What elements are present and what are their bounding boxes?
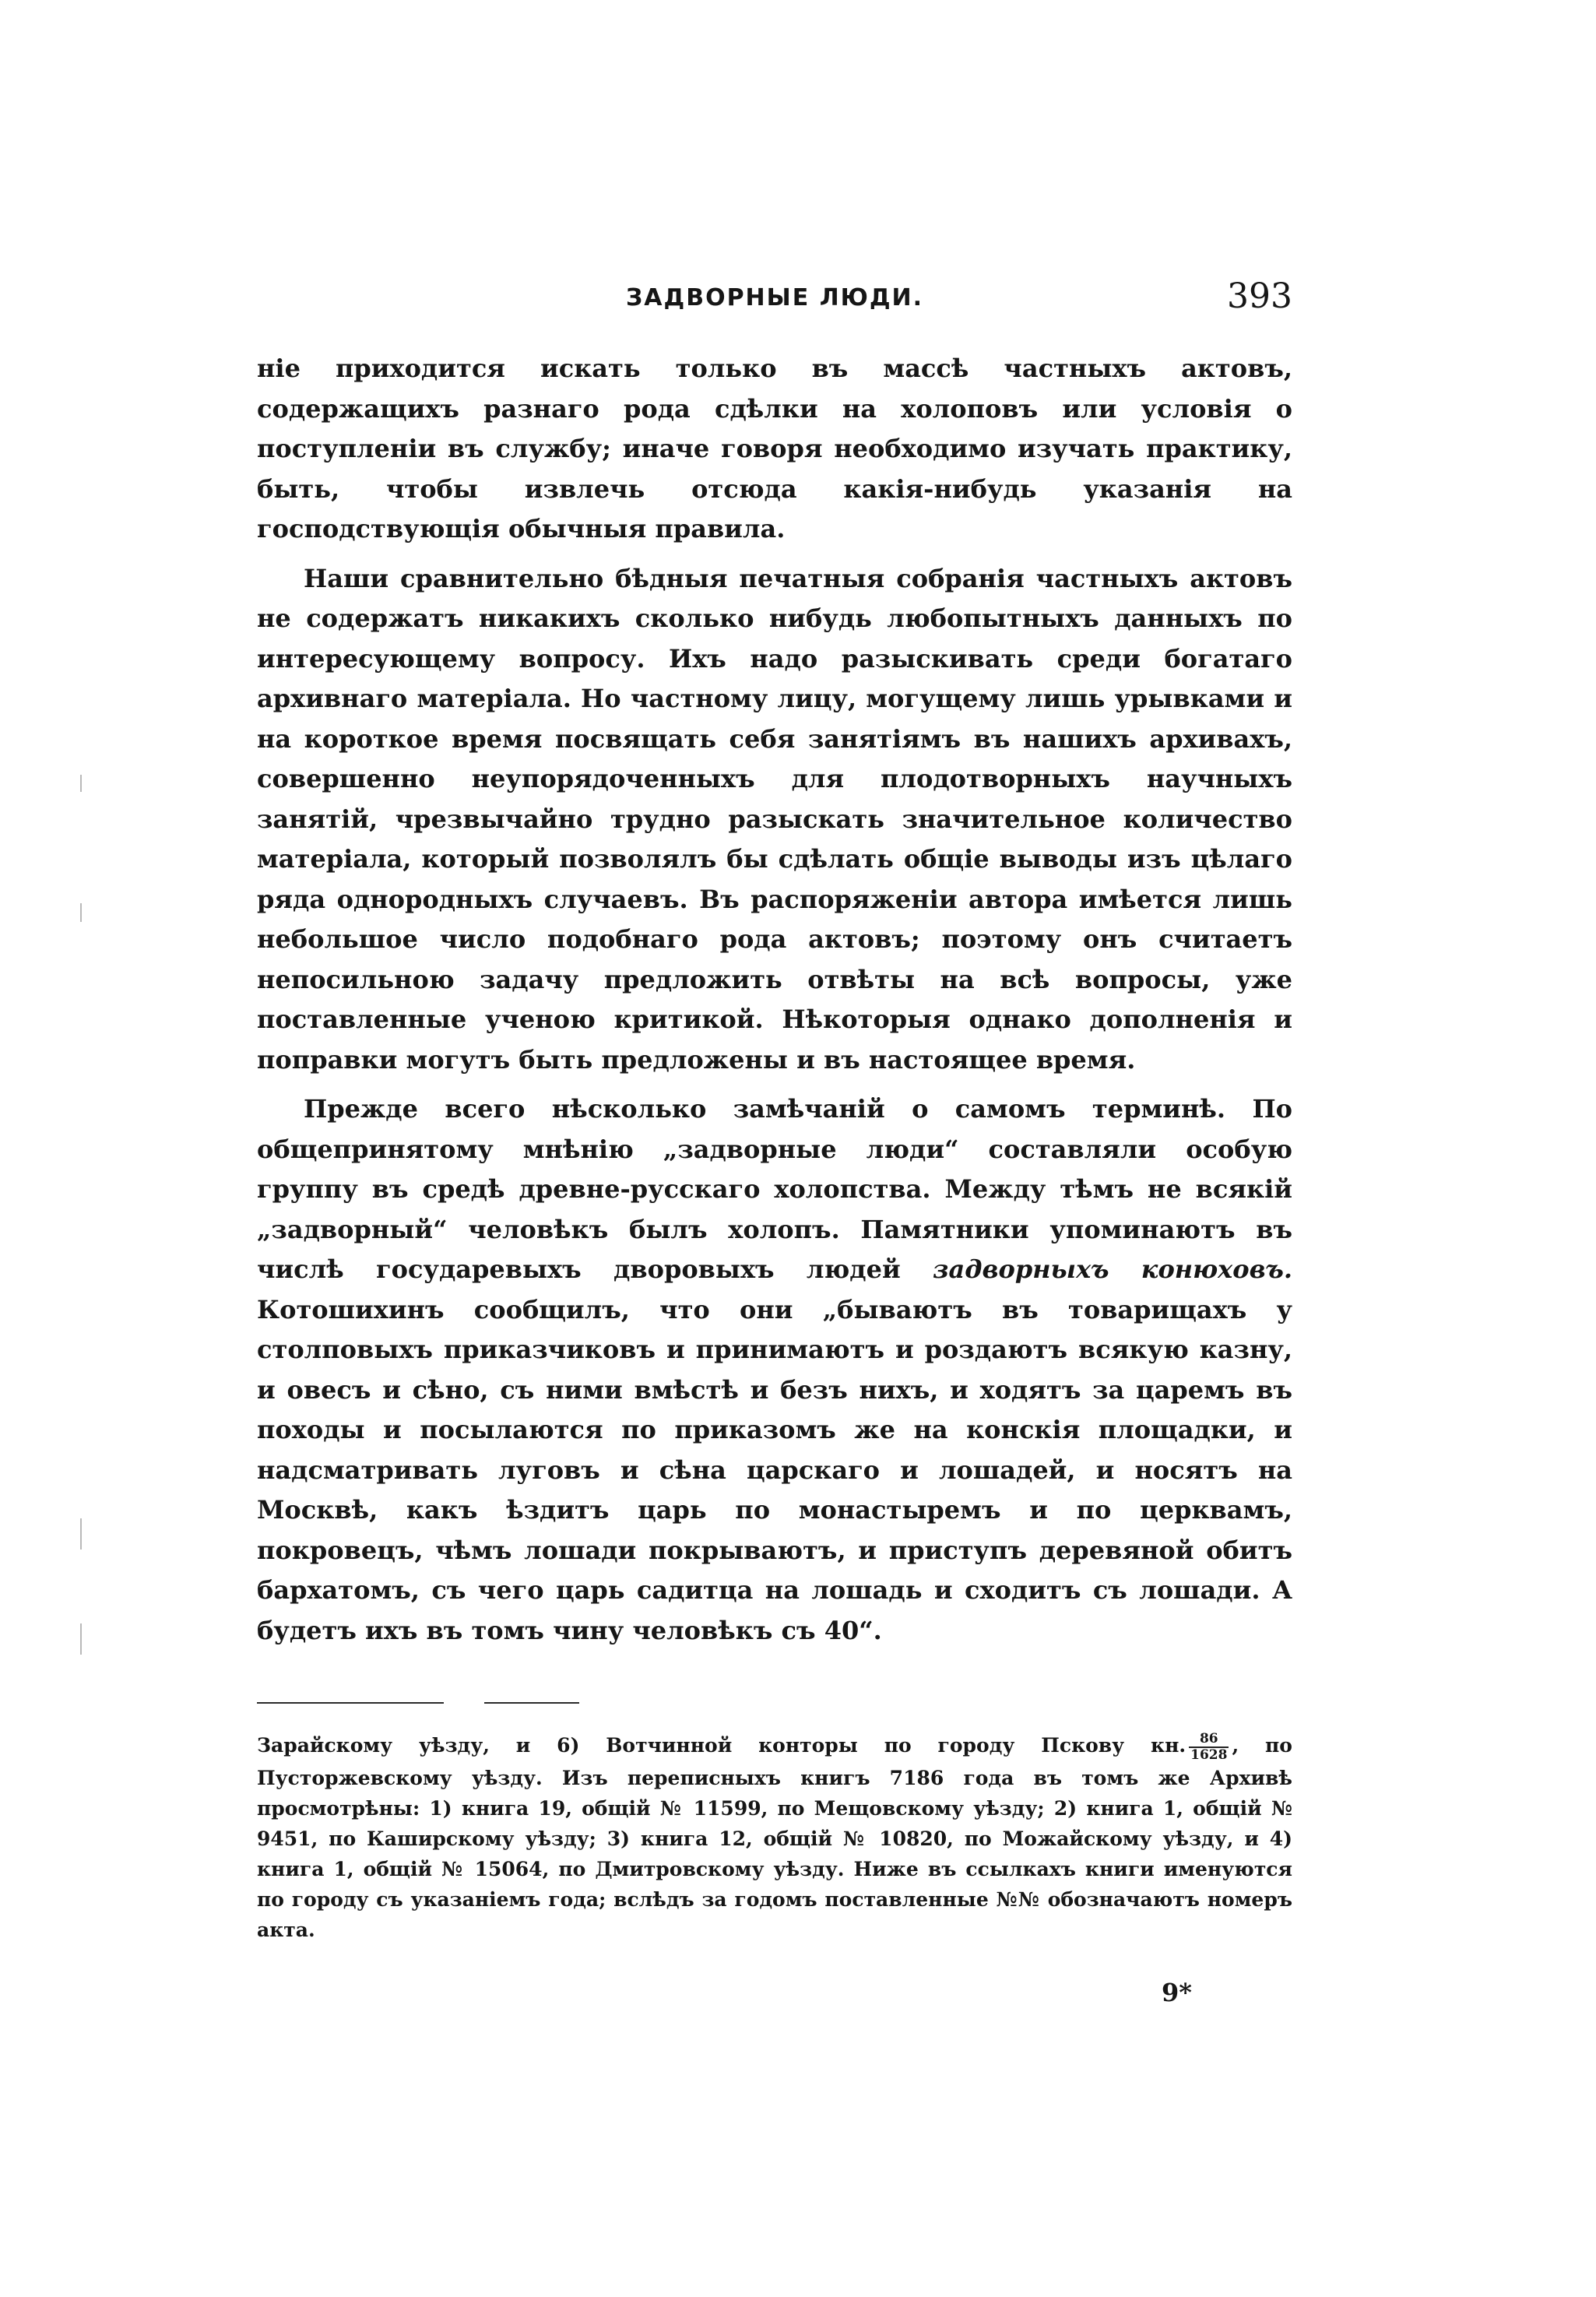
page-header xyxy=(257,276,1292,323)
main-text xyxy=(257,349,1292,1651)
paragraph-3-start: Прежде всего нѣсколько замѣчаній о самомъ терминѣ. По общепринятому мнѣнію „задворные люди“ составляли особую группу въ средѣ древне-русскаго холопства. Между тѣмъ не всякій „задворный“ человѣкъ былъ холопъ. Памятники упоминаютъ въ числѣ государевыхъ дворовыхъ людей xyxy=(257,1094,1292,1284)
footnote-text xyxy=(257,1730,1292,1945)
paragraph-1: ніе приходится искать только въ массѣ частныхъ актовъ, содержащихъ разнаго рода сдѣлки на холоповъ или условія о поступленіи въ службу; иначе говоря необходимо изучать практику, быть, чтобы извлечь отсюда какія-нибудь указанія на господствующія обычныя правила. xyxy=(257,354,1292,543)
running-title: ЗАДВОРНЫЕ ЛЮДИ. xyxy=(625,284,924,311)
archive-fraction xyxy=(1189,1732,1229,1763)
page-number: 393 xyxy=(1227,276,1292,316)
footnote-start: Зарайскому уѣзду, и 6) Вотчинной конторы по городу Пскову кн. xyxy=(257,1734,1186,1757)
margin-mark xyxy=(80,775,82,792)
footnote-separator-left xyxy=(257,1702,444,1704)
footnote xyxy=(257,1730,1292,1945)
margin-mark xyxy=(80,903,82,922)
fraction-numerator: 86 xyxy=(1189,1732,1229,1748)
signature-mark: 9* xyxy=(1162,1978,1192,2007)
margin-mark xyxy=(80,1623,82,1655)
italic-term: задворныхъ конюховъ. xyxy=(933,1254,1293,1284)
fraction-denominator: 1628 xyxy=(1190,1746,1228,1763)
paragraph-3-end: Котошихинъ сообщилъ, что они „бываютъ въ товарищахъ у столповыхъ приказчиковъ и принимаютъ и роздаютъ всякую казну, и овесъ и сѣно, съ ними вмѣстѣ и безъ нихъ, и ходятъ за царемъ въ походы и посылаются по приказомъ же на конскія площадки, и надсматривать луговъ и сѣна царскаго и лошадей, и носятъ на Москвѣ, какъ ѣздитъ царь по монастыремъ и по церквамъ, покровецъ, чѣмъ лошади покрываютъ, и приступъ деревяной обитъ бархатомъ, съ чего царь садитца на лошадь и сходитъ съ лошади. А будетъ ихъ въ томъ чину человѣкъ съ 40“. xyxy=(257,1294,1292,1645)
paragraph-2: Наши сравнительно бѣдныя печатныя собранія частныхъ актовъ не содержатъ никакихъ сколько нибудь любопытныхъ данныхъ по интересующему вопросу. Ихъ надо разыскивать среди богатаго архивнаго матеріала. Но частному лицу, могущему лишь урывками и на короткое время посвящать себя занятіямъ въ нашихъ архивахъ, совершенно неупорядоченныхъ для плодотворныхъ научныхъ занятій, чрезвычайно трудно разыскать значительное количество матеріала, который позволялъ бы сдѣлать общіе выводы изъ цѣлаго ряда однородныхъ случаевъ. Въ распоряженіи автора имѣется лишь небольшое число подобнаго рода актовъ; поэтому онъ считаетъ непосильною задачу предложить отвѣты на всѣ вопросы, уже поставленные ученою критикой. Нѣкоторыя однако дополненія и поправки могутъ быть предложены и въ настоящее время. xyxy=(257,563,1292,1075)
margin-mark xyxy=(80,1518,82,1550)
paragraph-3 xyxy=(257,1089,1292,1651)
footnote-separator-right xyxy=(484,1702,579,1704)
footnote-end: , по Пусторжевскому уѣзду. Изъ переписныхъ книгъ 7186 года въ томъ же Архивѣ просмотрѣны: 1) книга 19, общій № 11599, по Мещовскому уѣзду; 2) книга 1, общій № 9451, по Каширскому уѣзду; 3) книга 12, общій № 10820, по Можайскому уѣзду, и 4) книга 1, общій № 15064, по Дмитровскому уѣзду. Ниже въ ссылкахъ книги именуются по городу съ указаніемъ года; вслѣдъ за годомъ поставленные №№ обозначаютъ номеръ акта. xyxy=(257,1734,1292,1941)
